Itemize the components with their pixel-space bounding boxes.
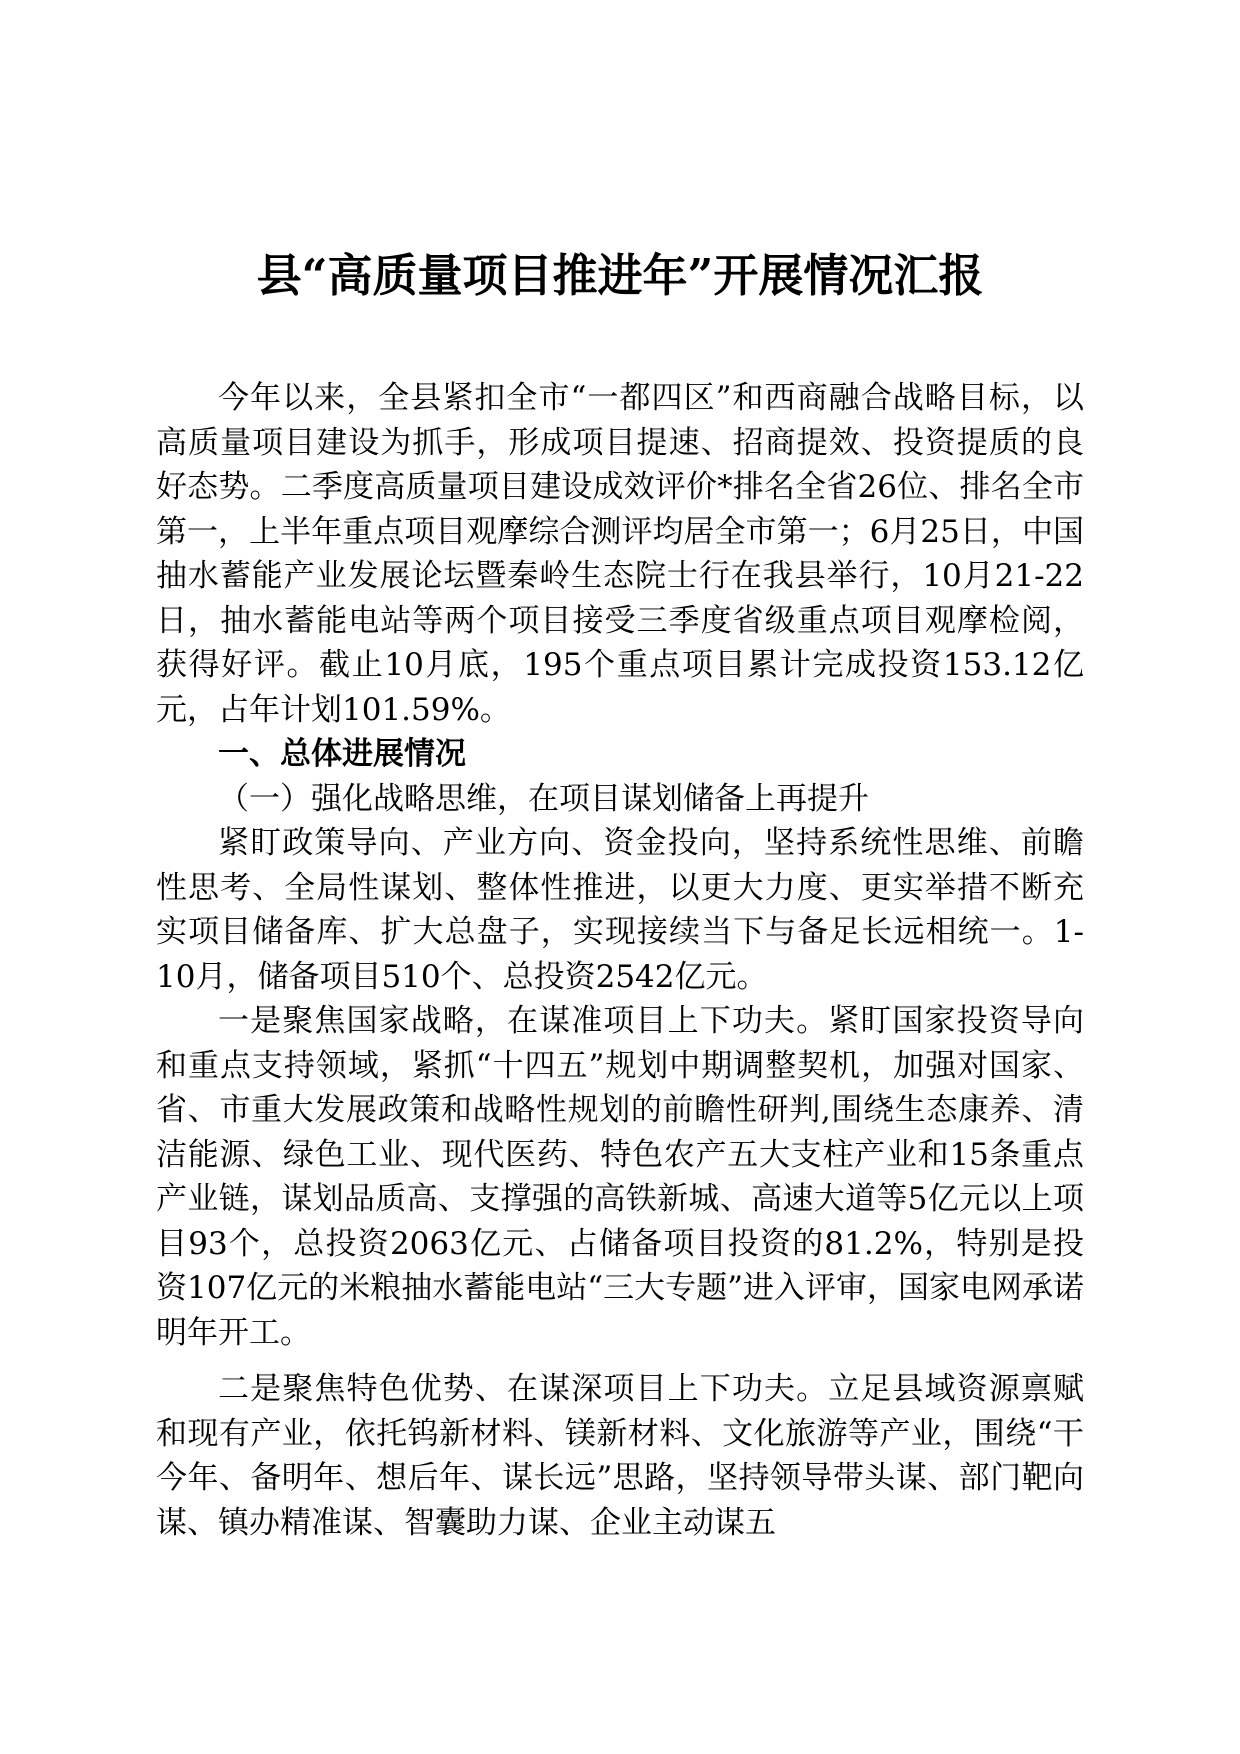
subsection-body-paragraph: 紧盯政策导向、产业方向、资金投向，坚持系统性思维、前瞻性思考、全局性谋划、整体性推进，以更大力度、更实举措不断充实项目储备库、扩大总盘子，实现接续当下与备足长远相统一。1-10月，储备项目510个、总投资2542亿元。 xyxy=(156,825,1084,995)
point-two-paragraph: 二是聚焦特色优势、在谋深项目上下功夫。立足县域资源禀赋和现有产业，依托钨新材料、镁新材料、文化旅游等产业，围绕“干今年、备明年、想后年、谋长远”思路，坚持领导带头谋、部门靶向谋、镇办精准谋、智囊助力谋、企业主动谋五 xyxy=(156,1371,1084,1541)
point-one-paragraph: 一是聚焦国家战略，在谋准项目上下功夫。紧盯国家投资导向和重点支持领域，紧抓“十四五”规划中期调整契机，加强对国家、省、市重大发展政策和战略性规划的前瞻性研判,围绕生态康养、清洁能源、绿色工业、现代医药、特色农产五大支柱产业和15条重点产业链，谋划品质高、支撑强的高铁新城、高速大道等5亿元以上项目93个，总投资2063亿元、占储备项目投资的81.2%，特别是投资107亿元的米粮抽水蓄能电站“三大专题”进入评审，国家电网承诺明年开工。 xyxy=(156,1003,1084,1351)
section-heading-overall-progress: 一、总体进展情况 xyxy=(218,736,466,772)
intro-paragraph: 今年以来，全县紧扣全市“一都四区”和西商融合战略目标，以高质量项目建设为抓手，形成项目提速、招商提效、投资提质的良好态势。二季度高质量项目建设成效评价*排名全省26位、排名全市第一，上半年重点项目观摩综合测评均居全市第一；6月25日，中国抽水蓄能产业发展论坛暨秦岭生态院士行在我县举行，10月21-22日，抽水蓄能电站等两个项目接受三季度省级重点项目观摩检阅，获得好评。截止10月底，195个重点项目累计完成投资153.12亿元，占年计划101.59%。 xyxy=(156,380,1084,728)
document-title: 县“高质量项目推进年”开展情况汇报 xyxy=(256,249,984,302)
document-body xyxy=(156,376,1084,1545)
subsection-heading-strategic-thinking: （一）强化战略思维，在项目谋划储备上再提升 xyxy=(218,780,869,817)
